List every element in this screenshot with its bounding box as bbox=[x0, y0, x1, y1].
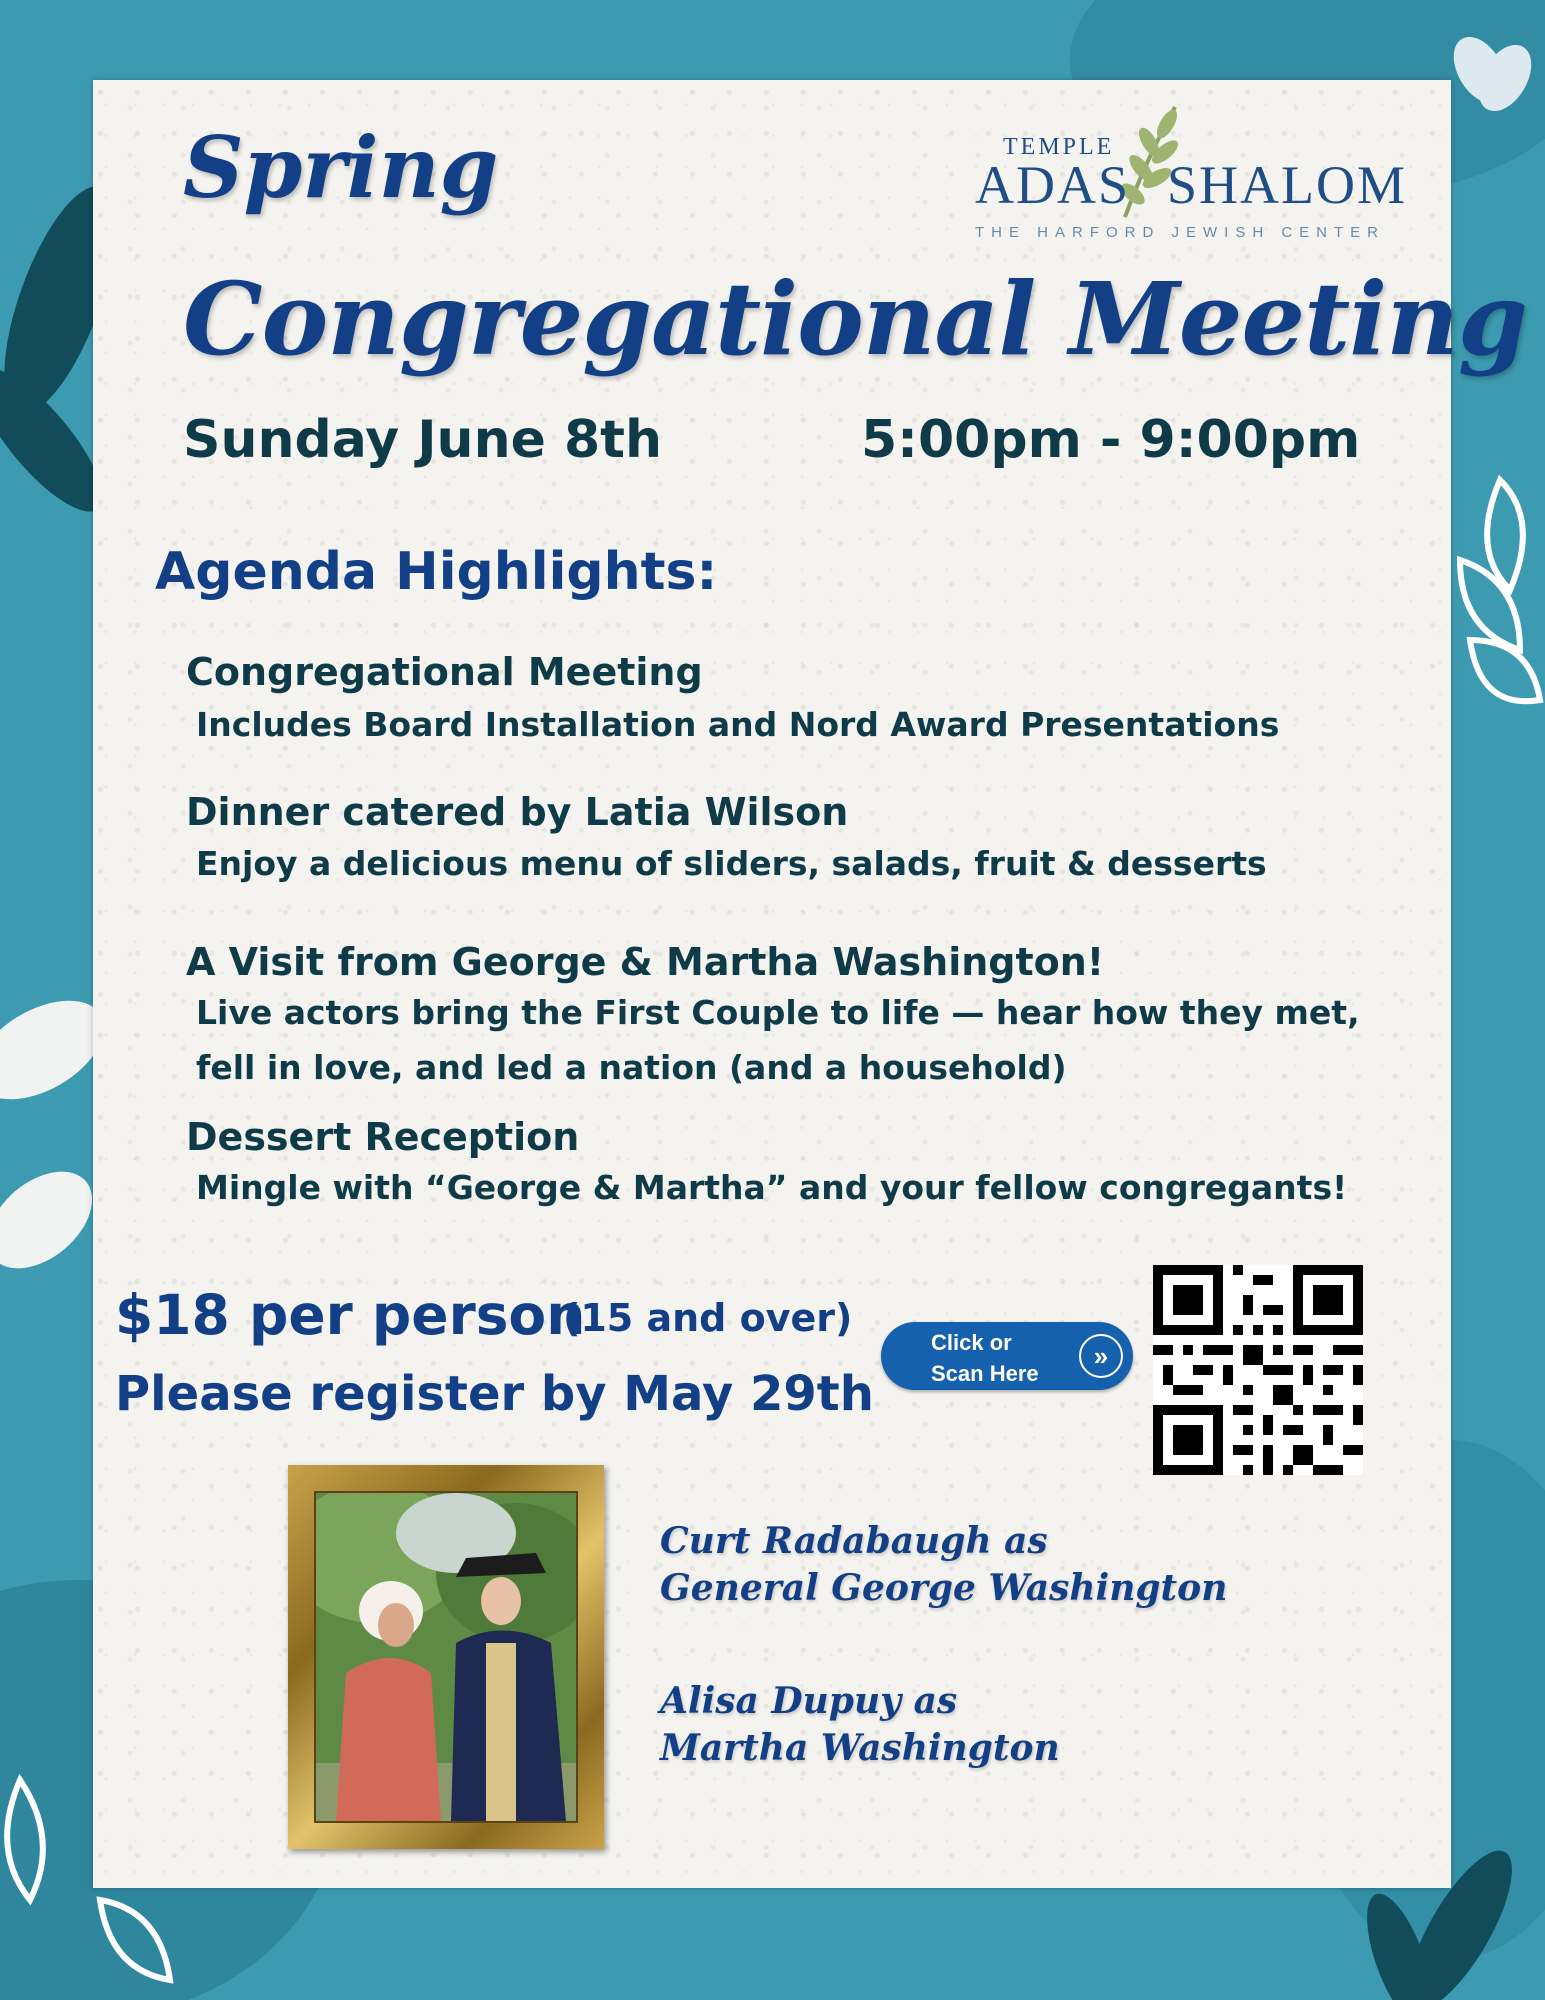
price: $18 per person bbox=[115, 1283, 586, 1347]
title-congregational-meeting: Congregational Meeting bbox=[183, 260, 1527, 378]
cast-george-role: General George Washington bbox=[660, 1567, 1228, 1609]
actors-photo-frame bbox=[288, 1465, 604, 1849]
flyer-paper bbox=[93, 80, 1527, 1888]
george-and-martha-photo bbox=[316, 1493, 576, 1821]
temple-logo bbox=[883, 102, 1408, 242]
register-button[interactable] bbox=[881, 1322, 1133, 1390]
agenda-item-desc: Enjoy a delicious menu of sliders, salads, fruit & desserts bbox=[196, 844, 1267, 883]
register-button-line1: Click or bbox=[931, 1330, 1012, 1355]
event-time: 5:00pm - 9:00pm bbox=[861, 410, 1361, 470]
double-chevron-right-icon: » bbox=[1079, 1334, 1123, 1378]
agenda-item-title: A Visit from George & Martha Washington! bbox=[186, 940, 1105, 984]
agenda-item-title: Dinner catered by Latia Wilson bbox=[186, 790, 849, 834]
agenda-item-title: Dessert Reception bbox=[186, 1115, 580, 1159]
agenda-item-title: Congregational Meeting bbox=[186, 650, 703, 694]
cast-george-actor: Curt Radabaugh as bbox=[660, 1520, 1048, 1562]
agenda-item-desc: Includes Board Installation and Nord Award Presentations bbox=[196, 705, 1280, 744]
agenda-item-desc: Mingle with “George & Martha” and your fellow congregants! bbox=[196, 1168, 1348, 1207]
register-button-line2: Scan Here bbox=[931, 1361, 1039, 1386]
logo-temple-text: TEMPLE bbox=[1003, 134, 1115, 160]
logo-adas-text: ADAS bbox=[975, 155, 1131, 215]
actors-photo bbox=[314, 1491, 578, 1823]
registration-deadline: Please register by May 29th bbox=[115, 1366, 874, 1422]
cast-martha-actor: Alisa Dupuy as bbox=[660, 1680, 958, 1722]
qr-code[interactable] bbox=[1153, 1265, 1363, 1475]
logo-shalom-text: SHALOM bbox=[1167, 155, 1408, 215]
cast-martha-role: Martha Washington bbox=[660, 1727, 1060, 1769]
agenda-item-desc: Live actors bring the First Couple to life — hear how they met, bbox=[196, 993, 1360, 1032]
title-spring: Spring bbox=[183, 118, 499, 217]
price-age-note: (15 and over) bbox=[563, 1296, 853, 1340]
agenda-heading: Agenda Highlights: bbox=[155, 542, 718, 602]
event-date: Sunday June 8th bbox=[183, 410, 663, 470]
logo-subtitle: THE HARFORD JEWISH CENTER bbox=[975, 224, 1386, 241]
agenda-item-desc: fell in love, and led a nation (and a household) bbox=[196, 1048, 1067, 1087]
